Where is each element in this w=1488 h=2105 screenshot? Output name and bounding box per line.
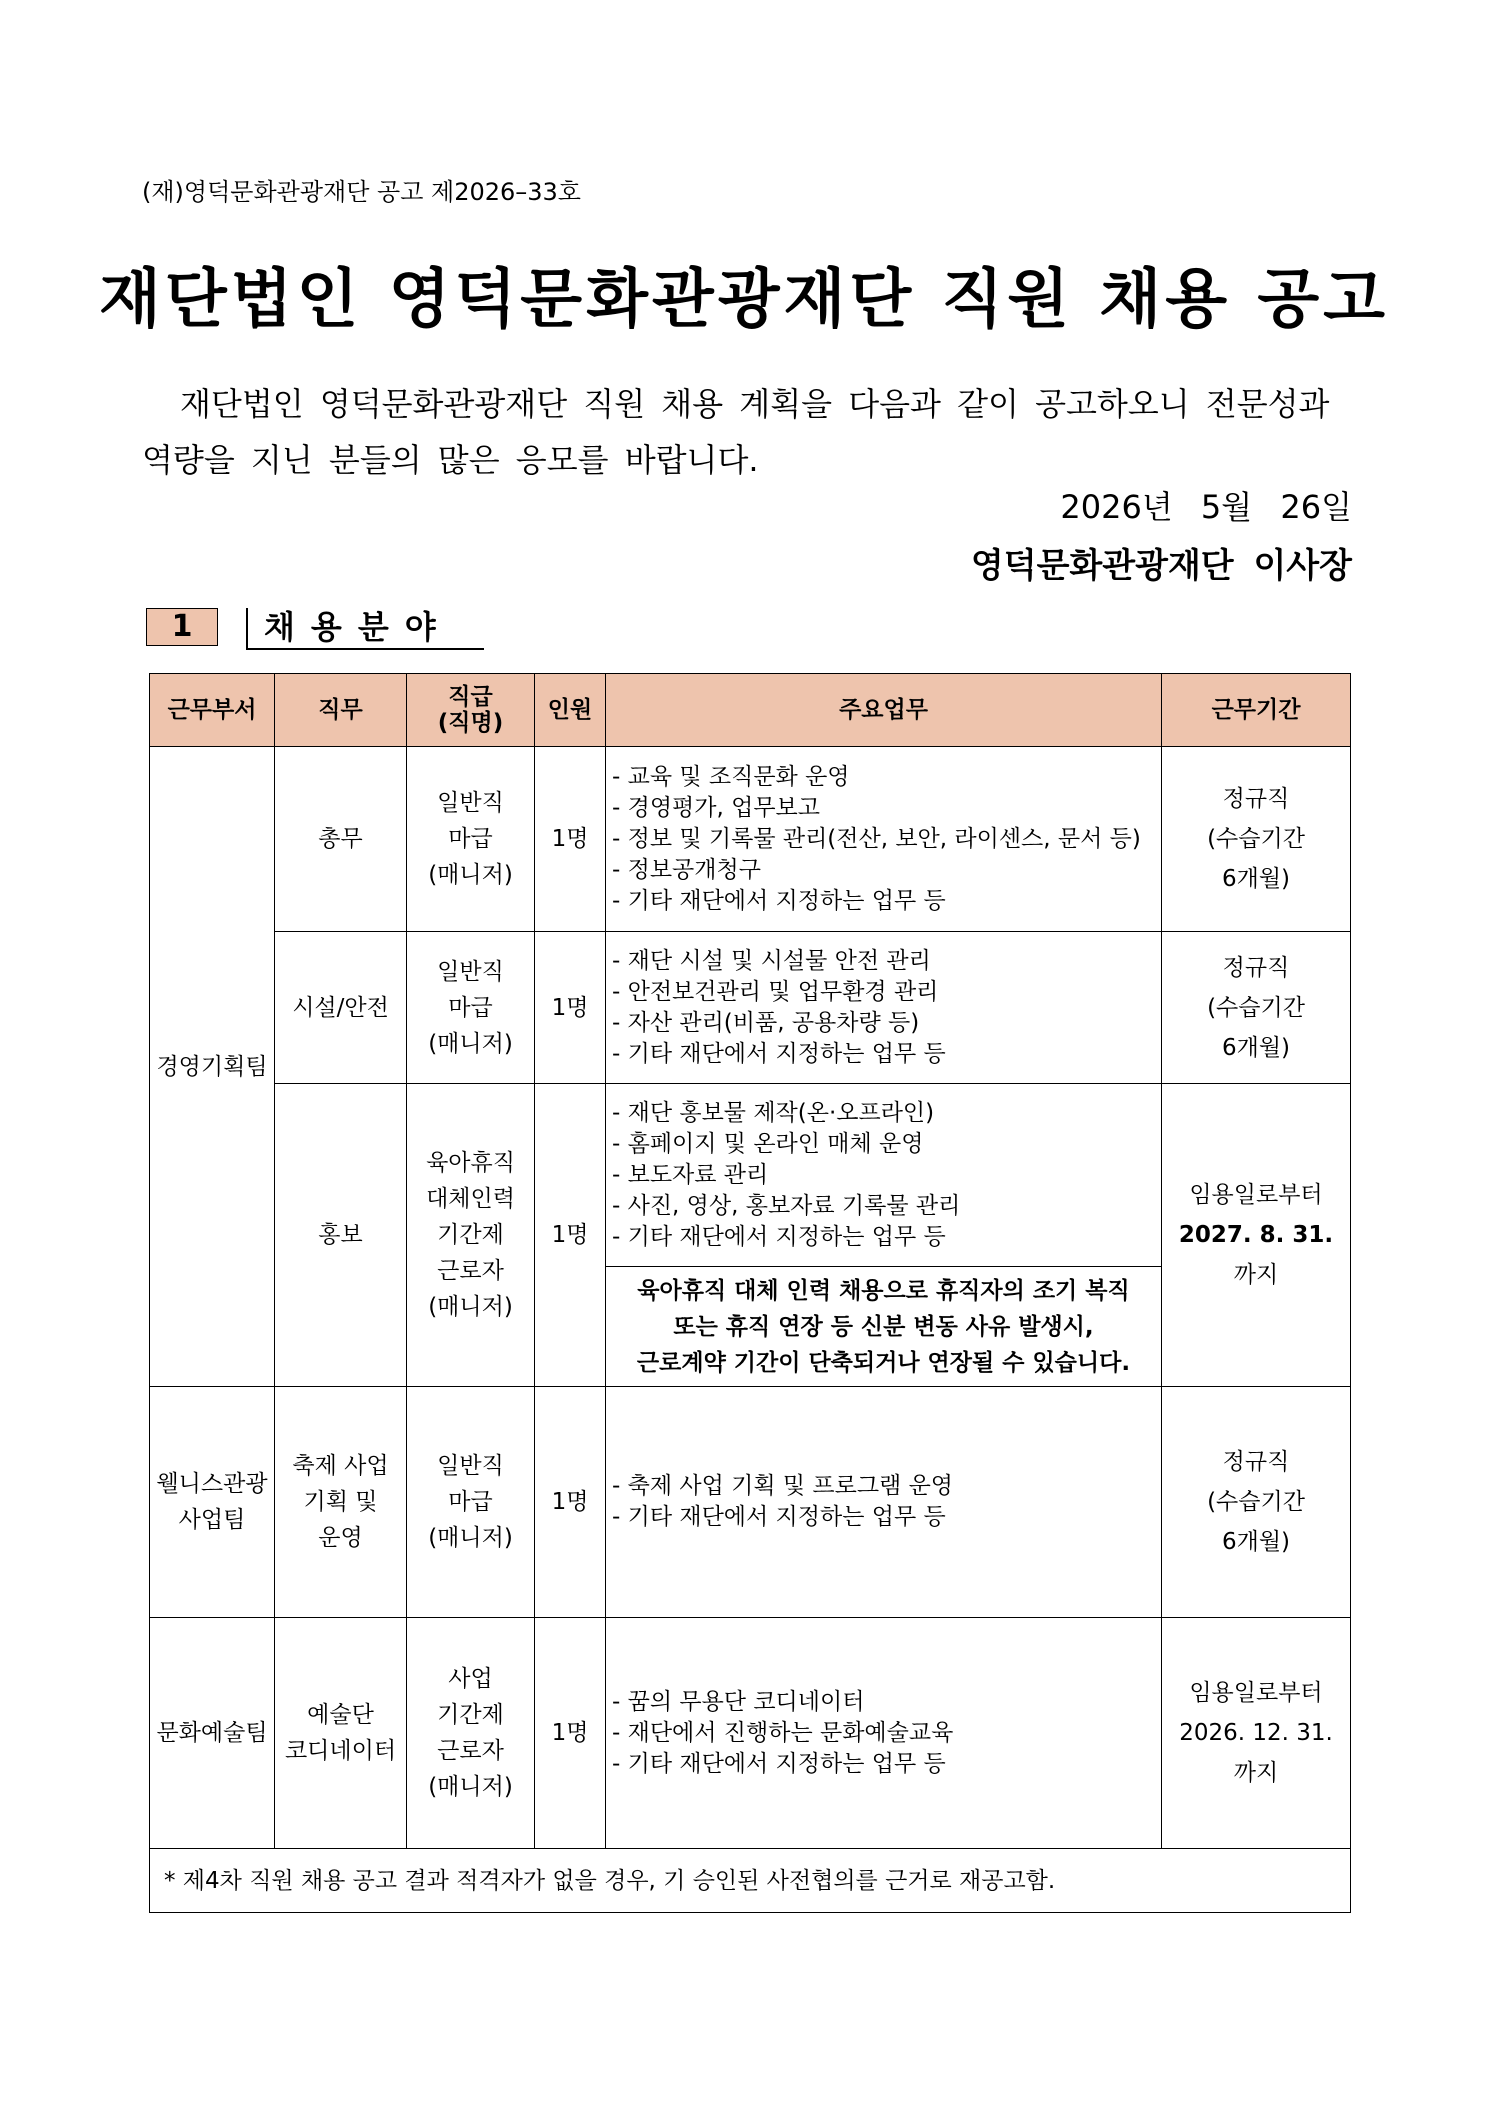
- table-row: [150, 1387, 1351, 1618]
- count-cell: 1명: [535, 1387, 606, 1618]
- count-cell: 1명: [535, 1618, 606, 1849]
- count-cell: 1명: [535, 747, 606, 932]
- dept-cell: 경영기획팀: [150, 747, 275, 1387]
- notice-number: (재)영덕문화관광재단 공고 제2026–33호: [142, 178, 581, 206]
- header-dept: 근무부서: [150, 674, 275, 747]
- period-cell: 정규직 (수습기간 6개월): [1162, 1387, 1351, 1618]
- table-row: [150, 1618, 1351, 1849]
- job-cell: 시설/안전: [275, 932, 407, 1084]
- footnote: * 제4차 직원 채용 공고 결과 적격자가 없을 경우, 기 승인된 사전협의를 근거로 재공고함.: [150, 1849, 1351, 1913]
- job-cell: 예술단 코디네이터: [275, 1618, 407, 1849]
- job-cell: 축제 사업 기획 및 운영: [275, 1387, 407, 1618]
- duties-cell: - 꿈의 무용단 코디네이터 - 재단에서 진행하는 문화예술교육 - 기타 재단에서 지정하는 업무 등: [606, 1618, 1162, 1849]
- table-row: [150, 747, 1351, 932]
- intro-paragraph: [142, 376, 1352, 488]
- header-job: 직무: [275, 674, 407, 747]
- count-cell: 1명: [535, 1084, 606, 1387]
- dept-cell: 문화예술팀: [150, 1618, 275, 1849]
- duties-cell: - 교육 및 조직문화 운영 - 경영평가, 업무보고 - 정보 및 기록물 관리(전산, 보안, 라이센스, 문서 등) - 정보공개청구 - 기타 재단에서 지정하는 업무 등: [606, 747, 1162, 932]
- table-row: [150, 932, 1351, 1084]
- dept-cell: 웰니스관광 사업팀: [150, 1387, 275, 1618]
- grade-cell: 일반직 마급 (매니저): [407, 932, 535, 1084]
- grade-cell: 일반직 마급 (매니저): [407, 747, 535, 932]
- grade-cell: 육아휴직 대체인력 기간제 근로자 (매니저): [407, 1084, 535, 1387]
- period-cell: 정규직 (수습기간 6개월): [1162, 932, 1351, 1084]
- note-cell: 육아휴직 대체 인력 채용으로 휴직자의 조기 복직 또는 휴직 연장 등 신분 변동 사유 발생시, 근로계약 기간이 단축되거나 연장될 수 있습니다.: [606, 1267, 1162, 1387]
- header-duties: 주요업무: [606, 674, 1162, 747]
- grade-cell: 일반직 마급 (매니저): [407, 1387, 535, 1618]
- table-row: [150, 1084, 1351, 1267]
- duties-cell: - 축제 사업 기획 및 프로그램 운영 - 기타 재단에서 지정하는 업무 등: [606, 1387, 1162, 1618]
- period-cell: 임용일로부터 2027. 8. 31. 까지: [1162, 1084, 1351, 1387]
- table-header-row: [150, 674, 1351, 747]
- section-number: 1: [146, 608, 218, 646]
- period-cell: 임용일로부터 2026. 12. 31. 까지: [1162, 1618, 1351, 1849]
- period-cell: 정규직 (수습기간 6개월): [1162, 747, 1351, 932]
- recruitment-table: [149, 673, 1351, 1913]
- page-title: 재단법인 영덕문화관광재단 직원 채용 공고: [99, 263, 1389, 337]
- section-title: 채용분야: [246, 608, 484, 650]
- issuer: 영덕문화관광재단 이사장: [970, 546, 1352, 586]
- duties-cell: - 재단 홍보물 제작(온·오프라인) - 홈페이지 및 온라인 매체 운영 - 보도자료 관리 - 사진, 영상, 홍보자료 기록물 관리 - 기타 재단에서 지정하는 업무 등: [606, 1084, 1162, 1267]
- intro-line-2: 역량을 지닌 분들의 많은 응모를 바랍니다.: [142, 441, 759, 479]
- header-count: 인원: [535, 674, 606, 747]
- grade-cell: 사업 기간제 근로자 (매니저): [407, 1618, 535, 1849]
- job-cell: 홍보: [275, 1084, 407, 1387]
- announcement-date: 2026년 5월 26일: [1060, 488, 1352, 526]
- job-cell: 총무: [275, 747, 407, 932]
- header-grade: 직급 (직명): [407, 674, 535, 747]
- footnote-row: [150, 1849, 1351, 1913]
- count-cell: 1명: [535, 932, 606, 1084]
- duties-cell: - 재단 시설 및 시설물 안전 관리 - 안전보건관리 및 업무환경 관리 - 자산 관리(비품, 공용차량 등) - 기타 재단에서 지정하는 업무 등: [606, 932, 1162, 1084]
- header-period: 근무기간: [1162, 674, 1351, 747]
- section-heading: [146, 608, 566, 652]
- intro-line-1: 재단법인 영덕문화관광재단 직원 채용 계획을 다음과 같이 공고하오니 전문성과: [180, 385, 1330, 423]
